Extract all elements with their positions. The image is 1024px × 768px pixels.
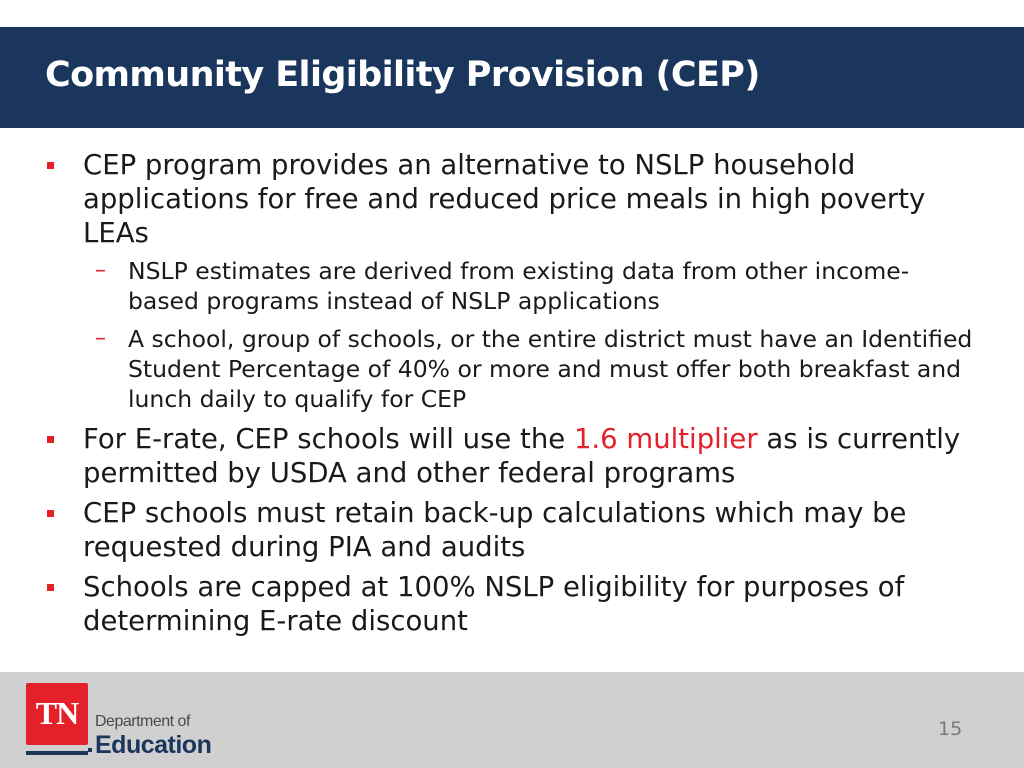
logo-underline: [26, 751, 88, 755]
bullet-text-suffix: as is currently permitted by USDA and other federal programs: [83, 423, 961, 489]
square-bullet-icon: [47, 162, 54, 169]
square-bullet-icon: [47, 584, 54, 591]
bullet-item: [44, 148, 974, 250]
tn-logo-text: TN: [35, 695, 79, 731]
bullet-text: Schools are capped at 100% NSLP eligibility for purposes of determining E-rate discount: [83, 571, 905, 637]
slide-title: Community Eligibility Provision (CEP): [45, 55, 760, 95]
bullet-item: [44, 422, 974, 490]
tn-logo: [26, 683, 88, 745]
sub-bullet-item: [44, 256, 974, 316]
bullet-text: CEP schools must retain back-up calculations which may be requested during PIA and audits: [83, 497, 907, 563]
highlight-multiplier: 1.6 multiplier: [573, 423, 758, 455]
logo-dot: [88, 748, 92, 752]
square-bullet-icon: [47, 436, 54, 443]
bullet-text: CEP program provides an alternative to NSLP household applications for free and reduced price meals in high poverty LEAs: [83, 149, 926, 249]
bullet-item: [44, 570, 974, 638]
sub-bullet-text: NSLP estimates are derived from existing data from other income-based programs instead of NSLP applications: [128, 257, 910, 315]
square-bullet-icon: [47, 510, 54, 517]
dash-bullet-icon: –: [95, 326, 106, 351]
page-number: 15: [938, 718, 963, 740]
dash-bullet-icon: –: [95, 258, 106, 283]
bullet-text-prefix: For E-rate, CEP schools will use the: [83, 423, 574, 455]
slide-content: [44, 148, 974, 644]
education-label: Education: [95, 731, 212, 759]
sub-bullet-item: [44, 324, 974, 414]
department-label: Department of: [95, 713, 190, 730]
sub-bullet-text: A school, group of schools, or the entire district must have an Identified Student Percentage of 40% or more and must offer both breakfast and lunch daily to qualify for CEP: [128, 325, 973, 413]
bullet-item: [44, 496, 974, 564]
